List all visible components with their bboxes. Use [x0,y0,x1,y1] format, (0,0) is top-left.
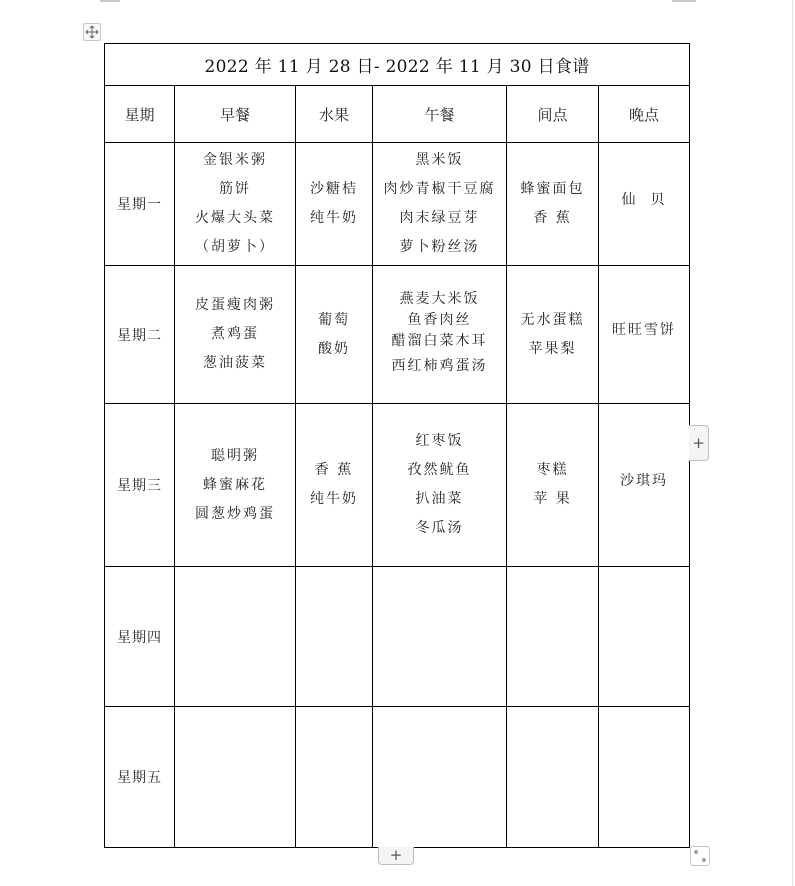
menu-item: 葱油菠菜 [203,355,267,371]
table-row [105,143,690,266]
header-snack[interactable]: 间点 [507,86,599,143]
dinner-cell[interactable] [599,567,690,707]
fruit-cell[interactable] [296,143,373,266]
menu-item: 沙琪玛 [620,472,668,489]
snack-cell[interactable] [507,143,599,266]
menu-item: 香 蕉 [533,210,572,226]
dinner-cell[interactable] [599,707,690,848]
page-edge [792,0,793,886]
menu-item: 苹 果 [533,491,572,507]
page-corner-mark-left [100,0,120,2]
lunch-cell[interactable] [373,266,507,404]
table-row [105,266,690,404]
menu-item: 肉末绿豆芽 [399,210,480,226]
menu-item: 苹果梨 [528,340,577,357]
menu-item: 萝卜粉丝汤 [399,239,480,255]
fruit-cell[interactable] [296,707,373,848]
move-arrows-icon [85,25,99,39]
menu-item: 无水蛋糕 [520,311,585,328]
day-cell[interactable]: 星期四 [105,567,175,707]
breakfast-cell[interactable] [175,143,296,266]
menu-item: 仙 贝 [621,191,667,208]
table-resize-handle[interactable] [690,846,710,866]
table-row [105,707,690,848]
resize-diagonal-icon [691,847,709,865]
menu-table [104,43,690,848]
header-weekday[interactable]: 星期 [105,86,175,143]
snack-cell[interactable] [507,707,599,848]
snack-cell[interactable] [507,404,599,567]
menu-item: 纯牛奶 [310,491,358,507]
menu-item: 煮鸡蛋 [211,326,259,342]
breakfast-cell[interactable] [175,404,296,567]
menu-item: 肉炒青椒干豆腐 [383,181,496,197]
fruit-cell[interactable] [296,404,373,567]
page-corner-mark-right [672,0,696,2]
day-cell[interactable]: 星期一 [105,143,175,266]
dinner-cell[interactable] [599,404,690,567]
lunch-cell[interactable] [373,567,507,707]
add-column-button[interactable] [689,425,709,461]
lunch-cell[interactable] [373,143,507,266]
menu-item: 醋溜白菜木耳 [391,332,488,349]
snack-cell[interactable] [507,567,599,707]
dinner-cell[interactable] [599,143,690,266]
snack-cell[interactable] [507,266,599,404]
header-fruit[interactable]: 水果 [296,86,373,143]
menu-item: 扒油菜 [415,491,464,507]
menu-item: 黑米饭 [415,152,464,168]
menu-item: 酸奶 [318,340,350,357]
fruit-cell[interactable] [296,567,373,707]
menu-item: 火爆大头菜 [195,210,275,226]
dinner-cell[interactable] [599,266,690,404]
header-dinner[interactable]: 晚点 [599,86,690,143]
menu-item: 枣糕 [536,462,569,478]
table-row [105,567,690,707]
menu-item: 金银米粥 [203,152,267,168]
day-cell[interactable]: 星期二 [105,266,175,404]
menu-item: 皮蛋瘦肉粥 [195,297,275,313]
menu-item: 筋饼 [219,181,251,197]
menu-title[interactable]: 2022 年 11 月 28 日- 2022 年 11 月 30 日食谱 [105,44,690,86]
menu-item: 圆葱炒鸡蛋 [195,505,275,522]
menu-item: 聪明粥 [211,447,259,464]
header-row [105,86,690,143]
plus-icon: + [389,846,403,864]
menu-item: 香 蕉 [314,462,354,478]
menu-item: 西红柿鸡蛋汤 [391,357,488,374]
header-lunch[interactable]: 午餐 [373,86,507,143]
lunch-cell[interactable] [373,707,507,848]
breakfast-cell[interactable] [175,266,296,404]
add-row-button[interactable] [378,847,414,865]
day-cell[interactable]: 星期三 [105,404,175,567]
menu-item: 冬瓜汤 [415,520,464,536]
menu-item: 沙糖桔 [310,181,358,197]
table-move-handle[interactable] [83,23,101,41]
menu-item: 孜然鱿鱼 [407,462,472,478]
menu-item: 鱼香肉丝 [407,311,472,328]
fruit-cell[interactable] [296,266,373,404]
menu-item: （胡萝卜） [195,239,275,255]
plus-icon: + [692,434,705,452]
menu-item: 旺旺雪饼 [612,322,676,338]
menu-item: 纯牛奶 [310,210,358,226]
table-row [105,404,690,567]
header-breakfast[interactable]: 早餐 [175,86,296,143]
breakfast-cell[interactable] [175,567,296,707]
menu-item: 蜂蜜麻花 [203,476,267,493]
day-cell[interactable]: 星期五 [105,707,175,848]
lunch-cell[interactable] [373,404,507,567]
breakfast-cell[interactable] [175,707,296,848]
menu-item: 红枣饭 [415,433,464,449]
menu-item: 蜂蜜面包 [520,181,585,197]
menu-item: 葡萄 [318,311,350,328]
menu-item: 燕麦大米饭 [399,290,480,307]
